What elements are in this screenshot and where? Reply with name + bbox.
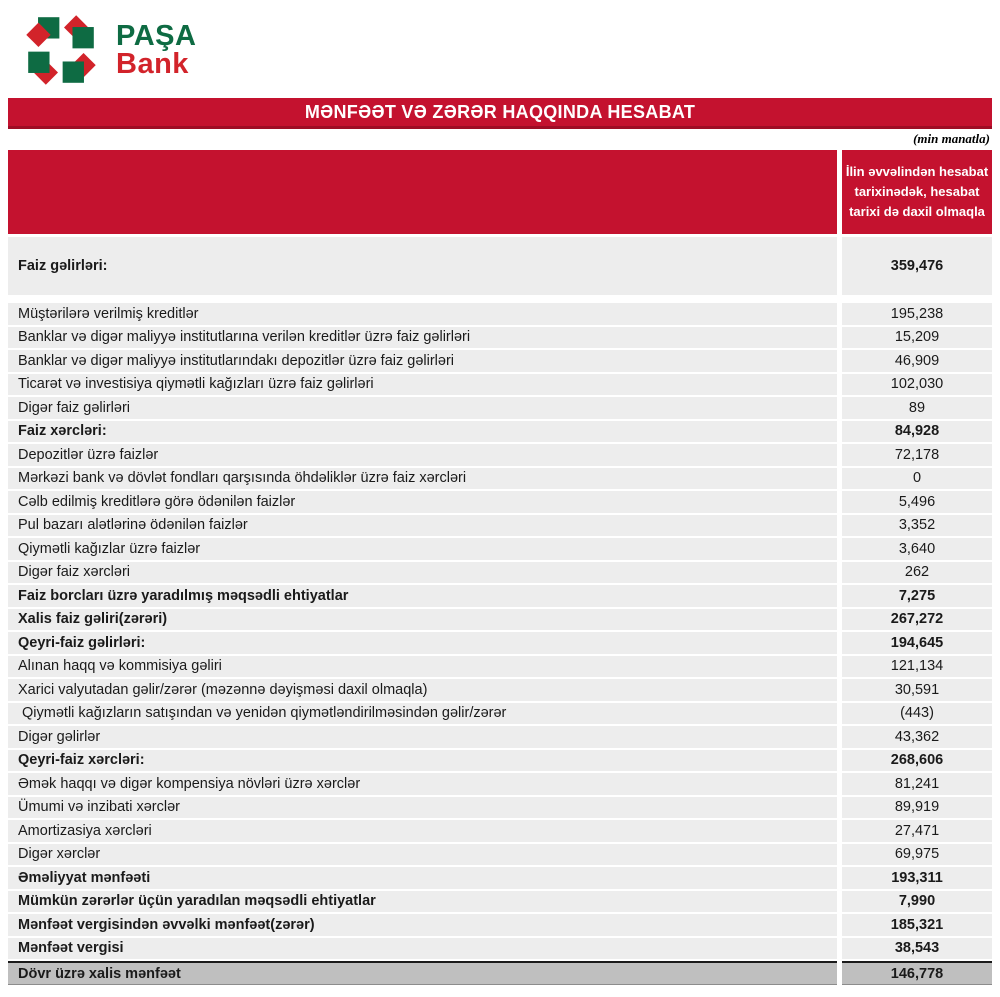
row-value: 146,778 [842,961,992,985]
row-label: Qeyri-faiz gəlirləri: [8,632,837,654]
row-value: 43,362 [842,726,992,748]
row-label: Digər gəlirlər [8,726,837,748]
row-value: 0 [842,468,992,490]
row-label: Cəlb edilmiş kreditlərə görə ödənilən faizlər [8,491,837,513]
row-label: Mənfəət vergisindən əvvəlki mənfəət(zərər) [8,914,837,936]
table-row [8,374,992,396]
row-label: Faiz xərcləri: [8,421,837,443]
row-value: 195,238 [842,303,992,325]
row-value: 359,476 [842,237,992,295]
table-row [8,820,992,842]
row-value: 3,640 [842,538,992,560]
row-value: 185,321 [842,914,992,936]
bank-logo-name-line2: Bank [116,48,189,80]
row-value: 72,178 [842,444,992,466]
table-row [8,327,992,349]
table-row [8,797,992,819]
table-row [8,609,992,631]
row-label: Faiz gəlirləri: [8,237,837,295]
row-value: 193,311 [842,867,992,889]
table-header-label-cell [8,150,837,234]
table-row [8,350,992,372]
row-label: Qiymətli kağızlar üzrə faizlər [8,538,837,560]
row-label: Qiymətli kağızların satışından və yenidən qiymətləndirilməsindən gəlir/zərər [8,703,837,725]
row-label: Faiz borcları üzrə yaradılmış məqsədli ehtiyatlar [8,585,837,607]
table-row [8,491,992,513]
row-label: Dövr üzrə xalis mənfəət [8,961,837,985]
table-row [8,750,992,772]
table-row [8,397,992,419]
row-value: 69,975 [842,844,992,866]
row-value: 89,919 [842,797,992,819]
row-value: 81,241 [842,773,992,795]
row-value: 27,471 [842,820,992,842]
row-value: 38,543 [842,938,992,960]
table-row [8,421,992,443]
row-label: Ümumi və inzibati xərclər [8,797,837,819]
table-row [8,938,992,960]
row-label: Banklar və digər maliyyə institutlarındakı depozitlər üzrə faiz gəlirləri [8,350,837,372]
row-value: 15,209 [842,327,992,349]
table-row [8,914,992,936]
table-row [8,891,992,913]
row-label: Xalis faiz gəliri(zərəri) [8,609,837,631]
row-value: 89 [842,397,992,419]
row-value: 5,496 [842,491,992,513]
table-row [8,703,992,725]
row-label: Digər faiz xərcləri [8,562,837,584]
table-row [8,726,992,748]
row-value: 30,591 [842,679,992,701]
table-row [8,538,992,560]
table-row [8,679,992,701]
row-value: 84,928 [842,421,992,443]
bank-logo [0,0,1000,92]
table-header-value-cell: İlin əvvəlindən hesabat tarixinədək, hesabat tarixi də daxil olmaqla [842,150,992,234]
row-value: 262 [842,562,992,584]
row-label: Əməliyyat mənfəəti [8,867,837,889]
row-label: Mümkün zərərlər üçün yaradılan məqsədli ehtiyatlar [8,891,837,913]
report-title: MƏNFƏƏT VƏ ZƏRƏR HAQQINDA HESABAT [8,98,992,129]
statement-table [8,150,992,985]
row-label: Digər faiz gəlirləri [8,397,837,419]
bank-logo-text [116,19,197,80]
table-row [8,444,992,466]
row-label: Pul bazarı alətlərinə ödənilən faizlər [8,515,837,537]
row-label: Əmək haqqı və digər kompensiya növləri üzrə xərclər [8,773,837,795]
row-label: Digər xərclər [8,844,837,866]
table-row [8,844,992,866]
table-row [8,303,992,325]
row-label: Depozitlər üzrə faizlər [8,444,837,466]
table-row [8,562,992,584]
bank-logo-name-line1: PAŞA [116,19,197,52]
row-label: Xarici valyutadan gəlir/zərər (məzənnə dəyişməsi daxil olmaqla) [8,679,837,701]
row-value: 194,645 [842,632,992,654]
table-row [8,632,992,654]
table-row [8,656,992,678]
table-row [8,515,992,537]
table-row [8,468,992,490]
units-note: (min manatla) [913,131,990,146]
row-value: (443) [842,703,992,725]
row-label: Ticarət və investisiya qiymətli kağızları üzrə faiz gəlirləri [8,374,837,396]
row-value: 7,990 [842,891,992,913]
table-row [8,773,992,795]
row-value: 46,909 [842,350,992,372]
row-value: 102,030 [842,374,992,396]
row-value: 3,352 [842,515,992,537]
row-label: Amortizasiya xərcləri [8,820,837,842]
row-value: 121,134 [842,656,992,678]
pasha-pinwheel-icon [20,9,102,91]
row-value: 267,272 [842,609,992,631]
row-value: 268,606 [842,750,992,772]
row-label: Mərkəzi bank və dövlət fondları qarşısında öhdəliklər üzrə faiz xərcləri [8,468,837,490]
row-label: Müştərilərə verilmiş kreditlər [8,303,837,325]
table-row [8,961,992,985]
table-row [8,237,992,295]
row-label: Alınan haqq və kommisiya gəliri [8,656,837,678]
table-body [8,237,992,985]
table-row [8,867,992,889]
row-label: Qeyri-faiz xərcləri: [8,750,837,772]
row-label: Mənfəət vergisi [8,938,837,960]
table-row [8,585,992,607]
row-value: 7,275 [842,585,992,607]
row-label: Banklar və digər maliyyə institutlarına verilən kreditlər üzrə faiz gəlirləri [8,327,837,349]
table-header-row [8,150,992,234]
